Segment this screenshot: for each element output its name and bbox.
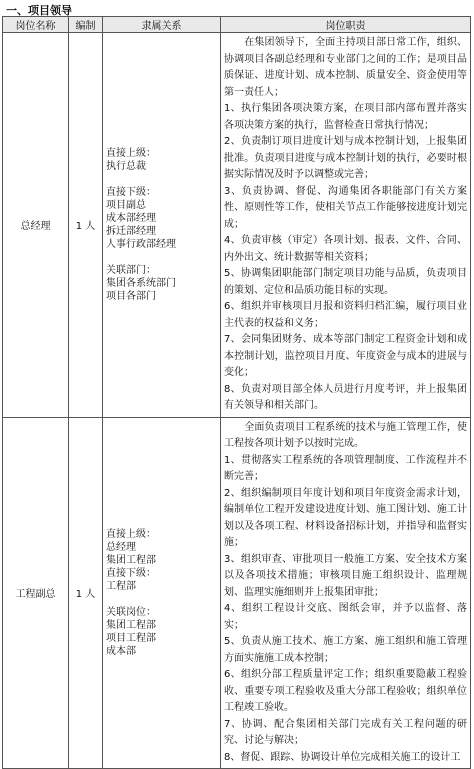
duty-paragraph: 5、负责从施工技术、施工方案、施工组织和施工管理方面实施施工成本控制； [224,636,467,664]
relation-block [106,186,217,251]
relation-line: 关联部门： [106,264,156,276]
headcount: 1 人 [69,417,103,769]
duty-paragraph: 4、组织工程设计交底、图纸会审，并予以监督、落实； [224,603,467,631]
relation-line: 集团工程部 [106,619,156,631]
duty-paragraph: 8、督促、跟踪、协调设计单位完成相关施工的设计工 [224,751,461,763]
relation-line: 成本部 [106,645,136,657]
relation-line: 直接下级： [106,186,156,198]
duty-paragraph: 7、协调、配合集团相关部门完成有关工程问题的研究、讨论与解决； [224,718,467,746]
relation-line: 项目副总 [106,199,146,211]
relations-cell [103,33,221,418]
header-relations: 隶属关系 [103,17,221,33]
duty-paragraph: 2、负责制订项目进度计划与成本控制计划，上报集团批准。负责项目进度与成本控制计划的执行，必要时根据实际情况及时予以调整或完善； [224,136,467,180]
duty-paragraph: 全面负责项目工程系统的技术与施工管理工作，使工程按各项计划予以按时完成。 [224,421,467,449]
relation-block [106,147,217,173]
header-count: 编制 [69,17,103,33]
duty-paragraph: 3、组织审查、审批项目一般施工方案、安全技术方案以及各项技术措施；审核项目施工组织设计、监理规划、监理实施细则并上报集团审批； [224,553,467,598]
relation-block [106,264,217,303]
duties-cell [221,33,471,418]
table-row [3,417,471,769]
relation-line: 集团工程部 [106,554,156,566]
duty-paragraph: 6、组织并审核项目月报和资料归档汇编，履行项目业主代表的权益和义务； [224,301,467,329]
duty-paragraph: 7、会同集团财务、成本等部门制定工程资金计划和成本控制计划，监控项目月度、年度资金与成本的进展与变化； [224,334,467,378]
relation-line: 直接上级： [106,528,156,540]
job-duties-table [2,16,471,769]
duty-paragraph: 5、协调集团职能部门制定项目功能与品质，负责项目的策划、定位和品质功能目标的实现。 [224,268,467,296]
relation-line: 项目各部门 [106,290,156,302]
duty-paragraph: 2、组织编制项目年度计划和项目年度资金需求计划，编制单位工程开发建设进度计划、施工图计划、施工计划以及各项工程、材料设备招标计划，并指导和监督实施； [224,487,467,548]
table-row [3,33,471,418]
headcount: 1 人 [69,33,103,418]
duty-paragraph: 1、执行集团各项决策方案，在项目部内部布置并落实各项决策方案的执行，监督检查日常执行情况； [224,103,467,131]
duty-paragraph: 8、负责对项目部全体人员进行月度考评，并上报集团有关领导和相关部门。 [224,383,467,411]
relation-line: 项目工程部 [106,632,156,644]
relation-line: 直接下级： [106,567,156,579]
position-name: 总经理 [3,33,69,418]
relation-line: 成本部经理 [106,212,156,224]
relation-line: 人事行政部经理 [106,238,176,250]
relation-block [106,528,217,593]
duty-paragraph: 6、组织分部工程质量评定工作；组织重要隐蔽工程验收、重要专项工程验收及重大分部工程验收；组织单位工程竣工验收。 [224,669,467,713]
relation-line: 直接上级： [106,147,156,159]
duties-cell [221,417,471,769]
position-name: 工程副总 [3,417,69,769]
table-header-row [3,17,471,33]
duty-paragraph: 1、贯彻落实工程系统的各项管理制度、工作流程并不断完善； [224,454,467,482]
relation-line: 集团各系统部门 [106,277,176,289]
header-position: 岗位名称 [3,17,69,33]
relations-cell [103,417,221,769]
relation-line: 工程部 [106,580,136,592]
duty-paragraph: 4、负责审核（审定）各项计划、报表、文件、合同、内外出文、统计数据等相关资料； [224,235,467,263]
duty-paragraph: 3、负责协调、督促、沟通集团各职能部门有关方案性、原则性等工作，使相关节点工作能够按进度计划完成； [224,185,467,230]
relation-block [106,606,217,658]
header-duties: 岗位职责 [221,17,471,33]
relation-line: 执行总裁 [106,160,146,172]
section-title: 一、项目领导 [6,4,72,17]
relation-line: 拆迁部经理 [106,225,156,237]
duty-paragraph: 在集团领导下，全面主持项目部日常工作，组织、协调项目各副总经理和专业部门之间的工作；是项目品质保证、进度计划、成本控制、质量安全、资金使用等第一责任人； [224,37,467,98]
relation-line: 关联岗位： [106,606,156,618]
relation-line: 总经理 [106,541,136,553]
